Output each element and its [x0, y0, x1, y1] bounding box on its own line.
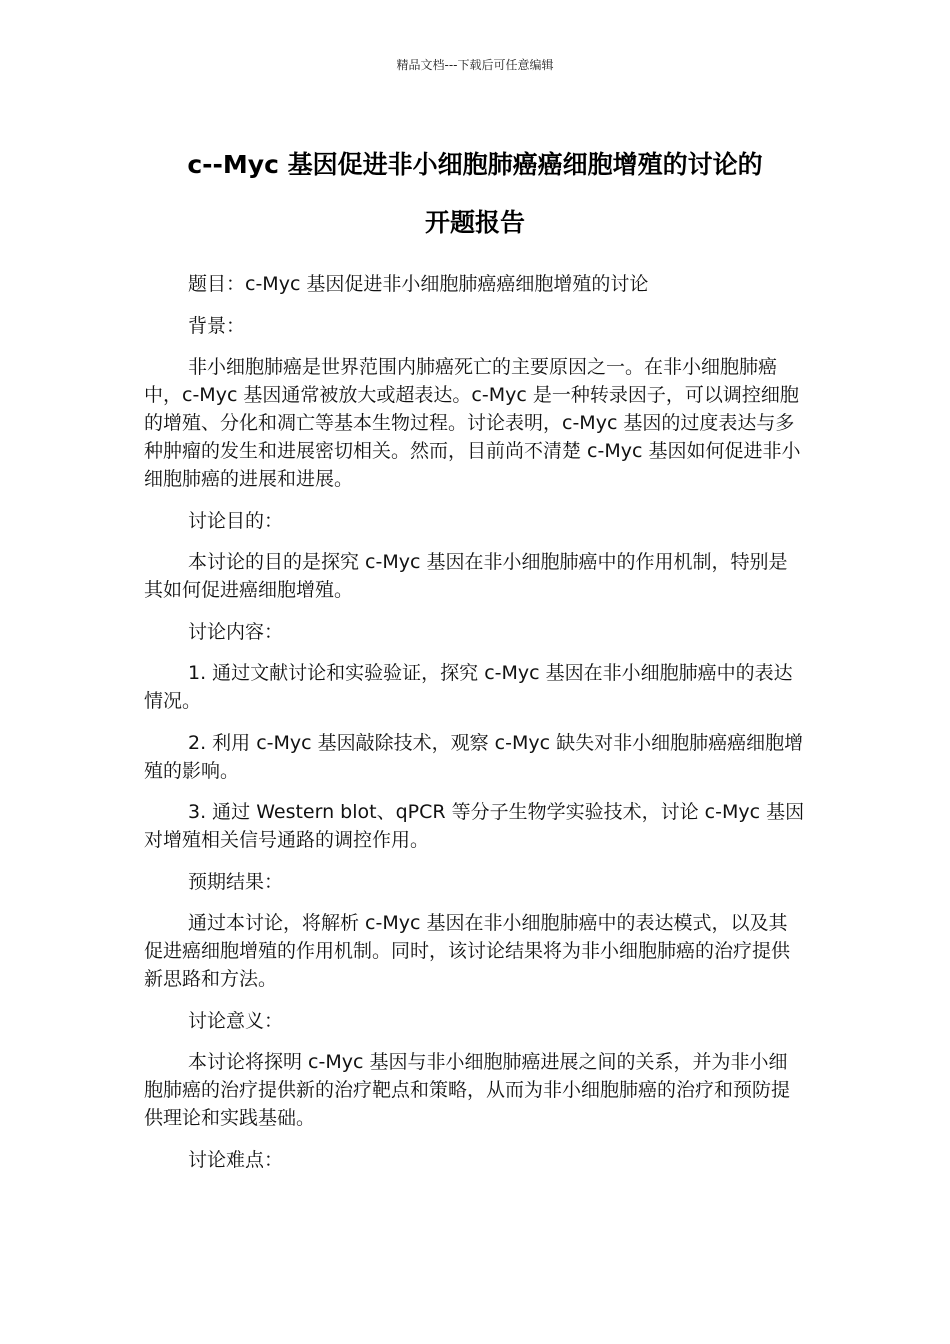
section-heading-difficulties: 讨论难点：: [188, 1148, 284, 1171]
expected-results-paragraph: 通过本讨论，将解析 c-Myc 基因在非小细胞肺癌中的表达模式，以及其促进癌细胞增殖的作用机制。同时，该讨论结果将为非小细胞肺癌的治疗提供新思路和方法。: [144, 912, 791, 990]
section-heading-purpose: 讨论目的：: [188, 509, 284, 532]
section-heading-background: 背景：: [188, 314, 246, 337]
page-header: 精品文档---下载后可任意编辑: [396, 58, 554, 72]
section-heading-expected-results: 预期结果：: [188, 870, 284, 893]
document-title: [100, 136, 850, 252]
title-line-2: 开题报告: [424, 208, 525, 237]
significance-paragraph: 本讨论将探明 c-Myc 基因与非小细胞肺癌进展之间的关系，并为非小细胞肺癌的治疗提供新的治疗靶点和策略，从而为非小细胞肺癌的治疗和预防提供理论和实践基础。: [144, 1051, 791, 1129]
content-item-1: 1. 通过文献讨论和实验验证，探究 c-Myc 基因在非小细胞肺癌中的表达情况。: [144, 662, 793, 712]
content-item-3: 3. 通过 Western blot、qPCR 等分子生物学实验技术，讨论 c-Myc 基因对增殖相关信号通路的调控作用。: [144, 801, 805, 851]
purpose-paragraph: 本讨论的目的是探究 c-Myc 基因在非小细胞肺癌中的作用机制，特别是其如何促进癌细胞增殖。: [144, 551, 788, 601]
topic-line: 题目：c-Myc 基因促进非小细胞肺癌癌细胞增殖的讨论: [188, 273, 649, 295]
section-heading-significance: 讨论意义：: [188, 1009, 284, 1032]
section-heading-content: 讨论内容：: [188, 620, 284, 643]
content-item-2: 2. 利用 c-Myc 基因敲除技术，观察 c-Myc 缺失对非小细胞肺癌癌细胞增殖的影响。: [144, 731, 804, 782]
title-line-1: c--Myc 基因促进非小细胞肺癌癌细胞增殖的讨论的: [187, 150, 763, 179]
document-body: [144, 270, 806, 1187]
background-paragraph: 非小细胞肺癌是世界范围内肺癌死亡的主要原因之一。在非小细胞肺癌中，c-Myc 基因通常被放大或超表达。c-Myc 是一种转录因子，可以调控细胞的增殖、分化和凋亡等基本生物过程。讨论表明，c-Myc 基因的过度表达与多种肿瘤的发生和进展密切相关。然而，目前尚不清楚 c-Myc 基因如何促进非小细胞肺癌的进展和进展。: [144, 356, 801, 490]
